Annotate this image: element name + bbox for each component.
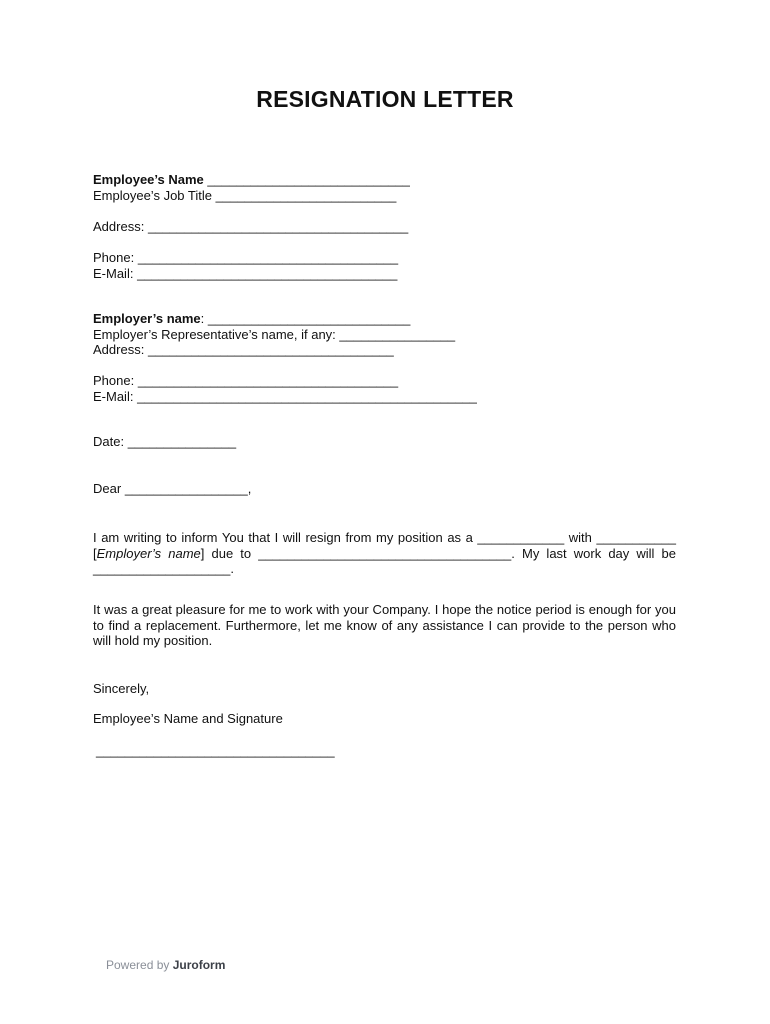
employee-job-title-label: Employee’s Job Title	[93, 187, 212, 203]
employee-name-line	[93, 172, 677, 188]
employer-name-label: Employer’s name	[93, 311, 201, 326]
powered-by-text: Powered by	[106, 958, 170, 972]
employer-contact-section	[93, 373, 677, 404]
employer-phone-blank[interactable]: ____________________________________	[137, 373, 399, 388]
employer-name-line	[93, 311, 677, 327]
employer-phone-line	[93, 373, 677, 389]
employer-email-line	[93, 389, 677, 405]
employee-name-blank[interactable]: ____________________________	[207, 172, 410, 187]
employer-name-colon: :	[200, 311, 205, 326]
date-blank[interactable]: _______________	[127, 434, 237, 449]
employer-email-label: E-Mail:	[93, 388, 134, 404]
employee-job-title-blank[interactable]: _________________________	[215, 187, 397, 203]
salutation-section	[93, 481, 677, 497]
employee-contact-section	[93, 250, 677, 281]
signature-blank[interactable]: _________________________________	[96, 743, 335, 758]
employer-section	[93, 311, 677, 358]
signature-label: Employee’s Name and Signature	[93, 711, 283, 726]
date-label: Date:	[93, 434, 125, 449]
employer-phone-label: Phone:	[93, 373, 135, 388]
date-section	[93, 434, 677, 450]
paragraph-1-part-2: ] due to ___________________________________. My last work day will be ___________________.	[93, 545, 676, 576]
employer-address-blank[interactable]: __________________________________	[147, 342, 394, 357]
employee-phone-label: Phone:	[93, 250, 135, 265]
employer-rep-line	[93, 327, 677, 343]
employee-job-title-line	[93, 188, 677, 204]
employer-name-inline: Employer’s name	[96, 545, 201, 561]
juroform-logo	[173, 958, 226, 972]
employee-name-label: Employee’s Name	[93, 172, 204, 187]
employee-address-label: Address:	[93, 219, 145, 234]
employer-name-blank[interactable]: ____________________________	[207, 311, 411, 326]
employee-email-blank[interactable]: ____________________________________	[137, 265, 398, 281]
brand-bold: Juro	[172, 958, 199, 972]
employer-rep-label: Employer’s Representative’s name, if any:	[93, 326, 336, 342]
salutation-blank[interactable]: _________________,	[124, 481, 252, 496]
employee-address-line	[93, 219, 677, 235]
employee-section	[93, 172, 677, 203]
paragraph-1-part-1: I am writing to inform You that I will resign from my position as a ____________ with ___________ [	[93, 530, 676, 561]
closing: Sincerely,	[93, 681, 150, 696]
brand-rest: form	[198, 958, 226, 972]
employer-address-line	[93, 342, 677, 358]
employee-address-blank[interactable]: ____________________________________	[147, 219, 409, 234]
employee-email-line	[93, 266, 677, 282]
body-paragraph-2: It was a great pleasure for me to work with your Company. I hope the notice period is enough for you to find a replacement. Furthermore, let me know of any assistance I can provide to the person who will hold my position.	[93, 602, 676, 648]
salutation-line	[93, 481, 677, 497]
employer-email-blank[interactable]: _______________________________________________	[137, 388, 477, 404]
employee-address-section	[93, 219, 677, 235]
date-line	[93, 434, 677, 450]
employee-email-label: E-Mail:	[93, 265, 134, 281]
employer-address-label: Address:	[93, 342, 145, 357]
salutation-label: Dear	[93, 481, 122, 496]
body-paragraph-1	[93, 530, 676, 577]
powered-by-footer	[106, 958, 225, 972]
document-title: RESIGNATION LETTER	[256, 86, 514, 112]
employee-phone-line	[93, 250, 677, 266]
employer-rep-blank[interactable]: ________________	[339, 326, 456, 342]
employee-phone-blank[interactable]: ____________________________________	[137, 250, 399, 265]
